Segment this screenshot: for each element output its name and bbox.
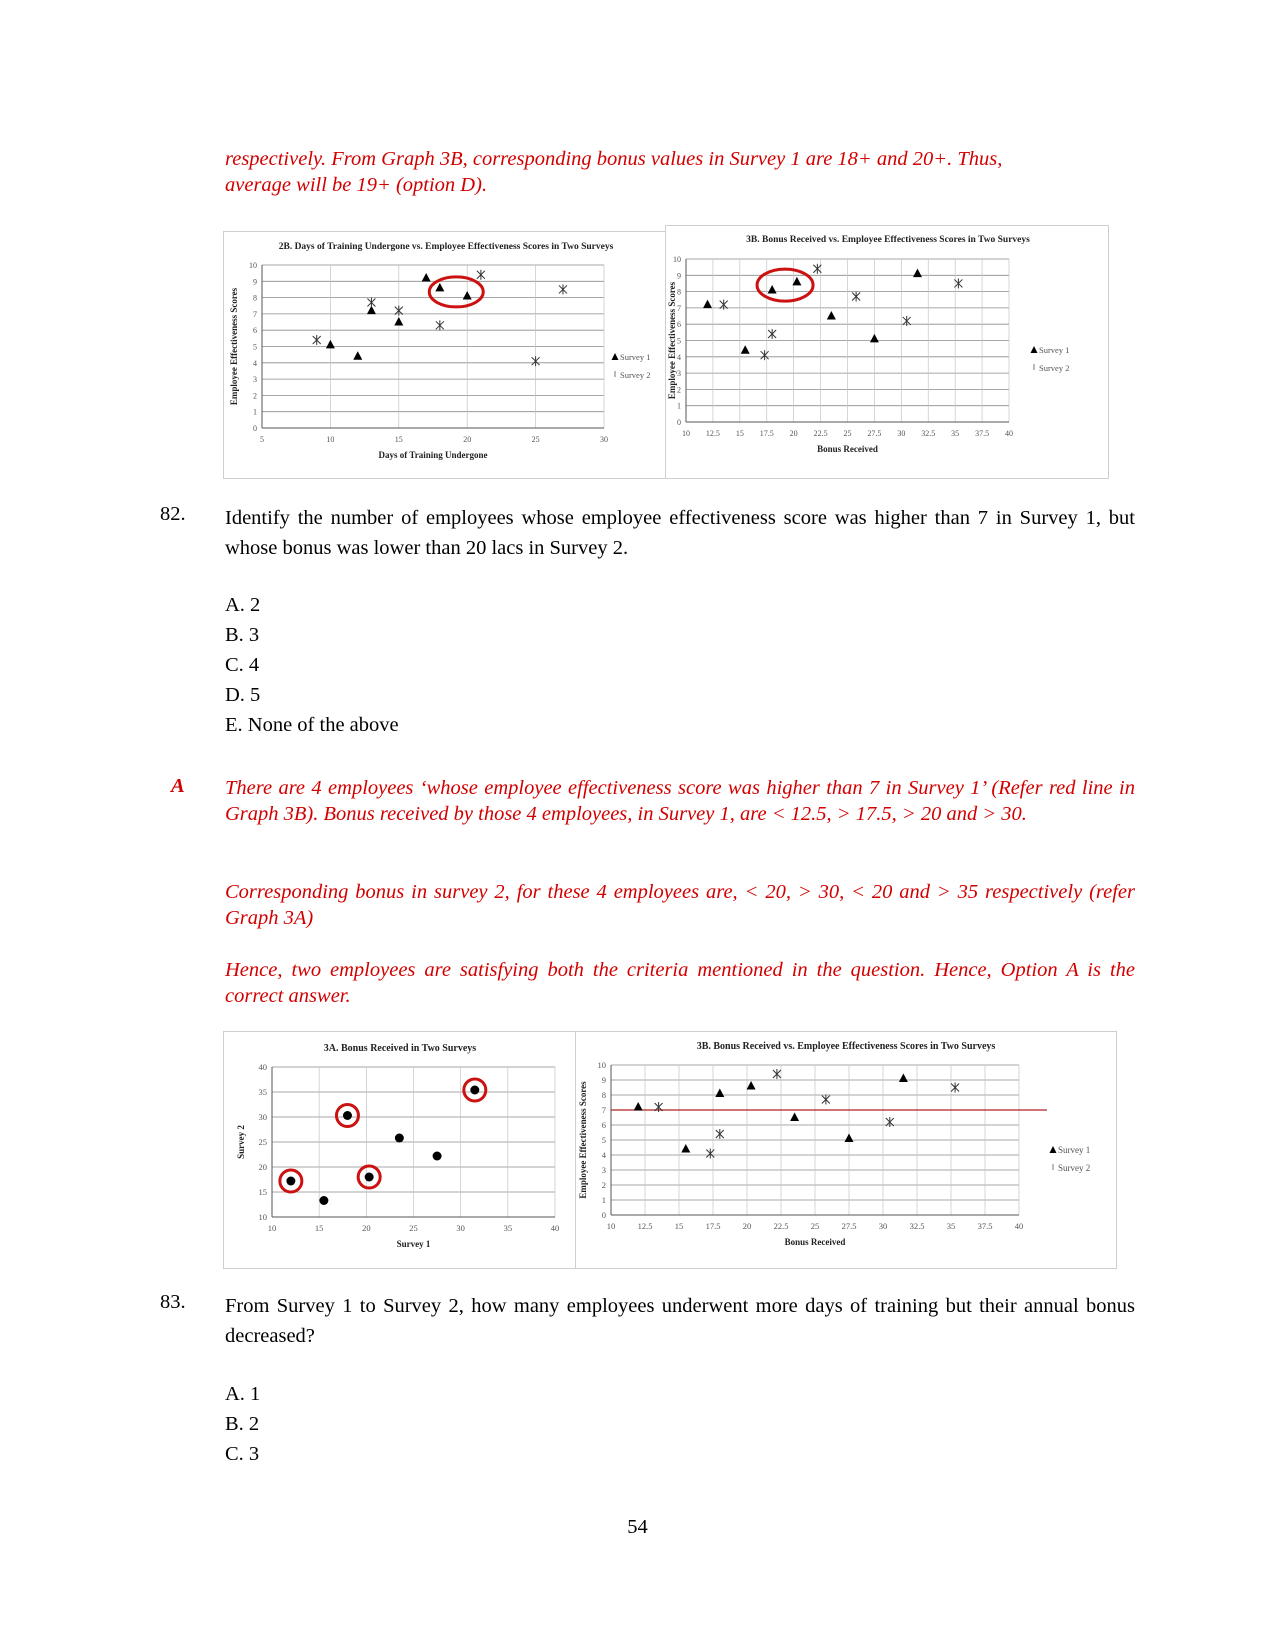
x-tick-label: 17.5	[705, 1221, 721, 1231]
y-tick-label: 0	[601, 1210, 606, 1220]
chart-3b-top	[666, 226, 1108, 478]
y-tick-label: 25	[258, 1137, 267, 1147]
chart-title: 3B. Bonus Received vs. Employee Effectiveness Scores in Two Surveys	[696, 1041, 996, 1052]
survey1-point	[715, 1089, 724, 1098]
y-tick-label: 1	[677, 401, 681, 411]
y-tick-label: 8	[253, 293, 257, 303]
y-tick-label: 10	[249, 261, 257, 270]
y-tick-label: 5	[601, 1135, 606, 1145]
figure-2b	[223, 231, 667, 479]
legend-survey1-label: Survey 1	[1058, 1145, 1091, 1155]
y-tick-label: 40	[258, 1062, 267, 1072]
q82-answer-letter: A	[171, 775, 185, 797]
survey2-point	[559, 284, 567, 294]
x-tick-label: 30	[600, 435, 608, 444]
q82-option-d: D. 5	[225, 684, 261, 706]
x-tick-label: 35	[951, 429, 960, 438]
q82-option-b: B. 3	[225, 624, 260, 646]
x-tick-label: 10	[267, 1223, 277, 1233]
legend-survey1-marker	[1031, 346, 1038, 353]
intro-line-1: respectively. From Graph 3B, corresponding bonus values in Survey 1 are 18+ and 20+. Thus,	[225, 148, 1003, 170]
survey2-point	[761, 350, 769, 360]
y-tick-label: 9	[677, 271, 681, 281]
x-tick-label: 10	[682, 429, 690, 438]
survey1-point	[353, 351, 362, 360]
x-tick-label: 20	[789, 429, 798, 438]
survey1-point	[435, 283, 444, 292]
y-tick-label: 6	[677, 320, 681, 330]
q83-option-b: B. 2	[225, 1413, 260, 1435]
x-tick-label: 40	[1014, 1221, 1024, 1231]
survey1-point	[326, 340, 335, 349]
survey2-point	[822, 1095, 830, 1105]
survey1-point	[768, 285, 777, 294]
y-tick-label: 2	[253, 391, 257, 401]
data-point	[286, 1177, 295, 1186]
y-tick-label: 9	[601, 1075, 606, 1085]
intro-explanation	[225, 146, 1135, 198]
legend-survey2-label: Survey 2	[1058, 1163, 1091, 1173]
y-tick-label: 6	[253, 326, 257, 336]
y-tick-label: 2	[677, 385, 681, 395]
survey1-point	[827, 311, 836, 320]
y-tick-label: 10	[258, 1212, 267, 1222]
page-number: 54	[627, 1516, 648, 1538]
data-point	[319, 1196, 328, 1205]
y-tick-label: 4	[253, 358, 257, 368]
x-tick-label: 10	[606, 1221, 616, 1231]
survey2-point	[367, 297, 375, 307]
x-tick-label: 25	[531, 435, 540, 444]
survey2-point	[951, 1083, 959, 1093]
x-tick-label: 12.5	[637, 1221, 653, 1231]
x-tick-label: 20	[742, 1221, 752, 1231]
chart-3a	[224, 1032, 576, 1268]
y-axis-label: Employee Effectiveness Scores	[667, 281, 677, 400]
y-tick-label: 5	[253, 342, 257, 352]
survey1-point	[741, 345, 750, 354]
legend-survey2-label: Survey 2	[620, 370, 651, 380]
highlight-ellipse	[757, 269, 813, 301]
q83-option-a: A. 1	[225, 1383, 261, 1405]
q82-explanation-3: Hence, two employees are satisfying both the criteria mentioned in the question. Hence, Option A is the correct answer.	[225, 959, 1135, 1007]
question-82-number: 82.	[160, 503, 186, 525]
survey1-point	[790, 1113, 799, 1122]
y-tick-label: 8	[601, 1090, 606, 1100]
q82-option-a: A. 2	[225, 594, 261, 616]
legend-survey1-marker	[612, 353, 619, 360]
legend-survey2-label: Survey 2	[1039, 363, 1070, 373]
x-axis-label: Days of Training Undergone	[378, 450, 488, 460]
y-tick-label: 7	[677, 303, 681, 313]
survey2-point	[773, 1069, 781, 1079]
x-tick-label: 17.5	[759, 429, 774, 438]
chart-2b	[224, 232, 666, 478]
survey1-point	[463, 291, 472, 300]
survey2-point	[395, 306, 403, 316]
survey2-point	[903, 316, 911, 326]
q83-option-c: C. 3	[225, 1443, 260, 1465]
y-axis-label: Employee Effectiveness Scores	[578, 1081, 588, 1199]
survey2-point	[313, 335, 321, 345]
survey1-point	[899, 1074, 908, 1083]
x-tick-label: 20	[463, 435, 472, 444]
survey2-point	[436, 320, 444, 330]
q82-option-e: E. None of the above	[225, 714, 399, 736]
x-tick-label: 40	[550, 1223, 560, 1233]
x-tick-label: 25	[409, 1223, 418, 1233]
survey2-point	[655, 1102, 663, 1112]
legend-survey1-marker	[1050, 1146, 1057, 1153]
q82-explanation-1: There are 4 employees ‘whose employee effectiveness score was higher than 7 in Survey 1’ (Refer red line in Graph 3B). Bonus received by those 4 employees, in Survey 1, are < 12.5, > 17.5, > 20 and > 30.	[225, 777, 1135, 825]
x-tick-label: 35	[946, 1221, 956, 1231]
data-point	[433, 1152, 442, 1161]
survey1-point	[703, 300, 712, 309]
survey2-point	[852, 291, 860, 301]
survey2-point	[716, 1129, 724, 1139]
survey1-point	[634, 1102, 643, 1111]
q82-explanation-2: Corresponding bonus in survey 2, for these 4 employees are, < 20, > 30, < 20 and > 35 respectively (refer Graph 3A)	[225, 881, 1135, 929]
y-tick-label: 0	[677, 418, 681, 427]
y-tick-label: 2	[601, 1180, 606, 1190]
x-tick-label: 5	[260, 435, 264, 444]
y-tick-label: 10	[597, 1060, 606, 1070]
x-tick-label: 25	[810, 1221, 820, 1231]
y-tick-label: 3	[601, 1165, 606, 1175]
y-tick-label: 3	[253, 375, 257, 385]
survey1-point	[913, 269, 922, 278]
survey1-point	[394, 317, 403, 326]
x-tick-label: 27.5	[867, 429, 882, 438]
data-point	[365, 1173, 374, 1182]
x-axis-label: Bonus Received	[817, 444, 878, 454]
x-tick-label: 15	[314, 1223, 324, 1233]
x-tick-label: 35	[503, 1223, 513, 1233]
x-tick-label: 37.5	[975, 429, 990, 438]
x-tick-label: 10	[326, 435, 335, 444]
chart-title: 3B. Bonus Received vs. Employee Effectiveness Scores in Two Surveys	[746, 235, 1030, 245]
survey1-point	[747, 1081, 756, 1090]
y-axis-label: Employee Effectiveness Scores	[229, 287, 239, 406]
intro-line-2: average will be 19+ (option D).	[225, 174, 488, 196]
x-tick-label: 15	[674, 1221, 684, 1231]
x-tick-label: 27.5	[841, 1221, 857, 1231]
chart-3b-bottom	[576, 1032, 1116, 1268]
y-axis-label: Survey 2	[236, 1125, 246, 1159]
y-tick-label: 1	[601, 1195, 606, 1205]
y-tick-label: 10	[673, 255, 681, 264]
y-tick-label: 4	[601, 1150, 606, 1160]
question-82-text: Identify the number of employees whose employee effectiveness score was higher than 7 in Survey 1, but whose bonus was lower than 20 lacs in Survey 2.	[225, 507, 1135, 559]
x-tick-label: 20	[362, 1223, 371, 1233]
survey1-point	[681, 1144, 690, 1153]
x-tick-label: 15	[735, 429, 744, 438]
x-tick-label: 15	[394, 435, 403, 444]
y-tick-label: 7	[601, 1105, 606, 1115]
x-tick-label: 32.5	[921, 429, 936, 438]
y-tick-label: 3	[677, 369, 681, 379]
survey1-point	[870, 334, 879, 343]
chart-title: 2B. Days of Training Undergone vs. Employee Effectiveness Scores in Two Surveys	[278, 242, 614, 252]
y-tick-label: 5	[677, 336, 681, 346]
x-tick-label: 22.5	[813, 429, 828, 438]
y-tick-label: 0	[253, 424, 257, 433]
legend-survey1-label: Survey 1	[620, 352, 651, 362]
question-83-text: From Survey 1 to Survey 2, how many employees underwent more days of training but their annual bonus decreased?	[225, 1295, 1135, 1347]
y-tick-label: 9	[253, 277, 257, 287]
y-tick-label: 4	[677, 352, 681, 362]
legend-survey1-label: Survey 1	[1039, 345, 1070, 355]
y-tick-label: 7	[253, 309, 257, 319]
q82-option-c: C. 4	[225, 654, 260, 676]
x-tick-label: 22.5	[773, 1221, 789, 1231]
y-tick-label: 1	[253, 407, 257, 417]
survey2-point	[954, 278, 962, 288]
x-axis-label: Survey 1	[396, 1239, 431, 1249]
survey2-point	[532, 356, 540, 366]
y-tick-label: 20	[258, 1162, 267, 1172]
data-point	[343, 1111, 352, 1120]
x-tick-label: 12.5	[705, 429, 720, 438]
x-axis-label: Bonus Received	[784, 1237, 846, 1247]
survey2-point	[768, 329, 776, 339]
survey1-point	[422, 273, 431, 282]
survey2-point	[477, 270, 485, 280]
x-tick-label: 40	[1005, 429, 1013, 438]
y-tick-label: 30	[258, 1112, 267, 1122]
y-tick-label: 15	[258, 1187, 267, 1197]
data-point	[470, 1086, 479, 1095]
data-point	[395, 1134, 404, 1143]
survey1-point	[845, 1134, 854, 1143]
survey2-point	[813, 264, 821, 274]
y-tick-label: 8	[677, 287, 681, 297]
survey2-point	[720, 300, 728, 310]
x-tick-label: 37.5	[977, 1221, 993, 1231]
x-tick-label: 30	[456, 1223, 465, 1233]
survey2-point	[886, 1117, 894, 1127]
x-tick-label: 25	[843, 429, 852, 438]
x-tick-label: 30	[897, 429, 906, 438]
figure-3b-bottom	[575, 1031, 1117, 1269]
x-tick-label: 30	[878, 1221, 888, 1231]
chart-title: 3A. Bonus Received in Two Surveys	[323, 1043, 477, 1054]
y-tick-label: 35	[258, 1087, 267, 1097]
figure-3b-top	[665, 225, 1109, 479]
y-tick-label: 6	[601, 1120, 606, 1130]
figure-3a	[223, 1031, 577, 1269]
x-tick-label: 32.5	[909, 1221, 925, 1231]
question-83-number: 83.	[160, 1291, 186, 1313]
